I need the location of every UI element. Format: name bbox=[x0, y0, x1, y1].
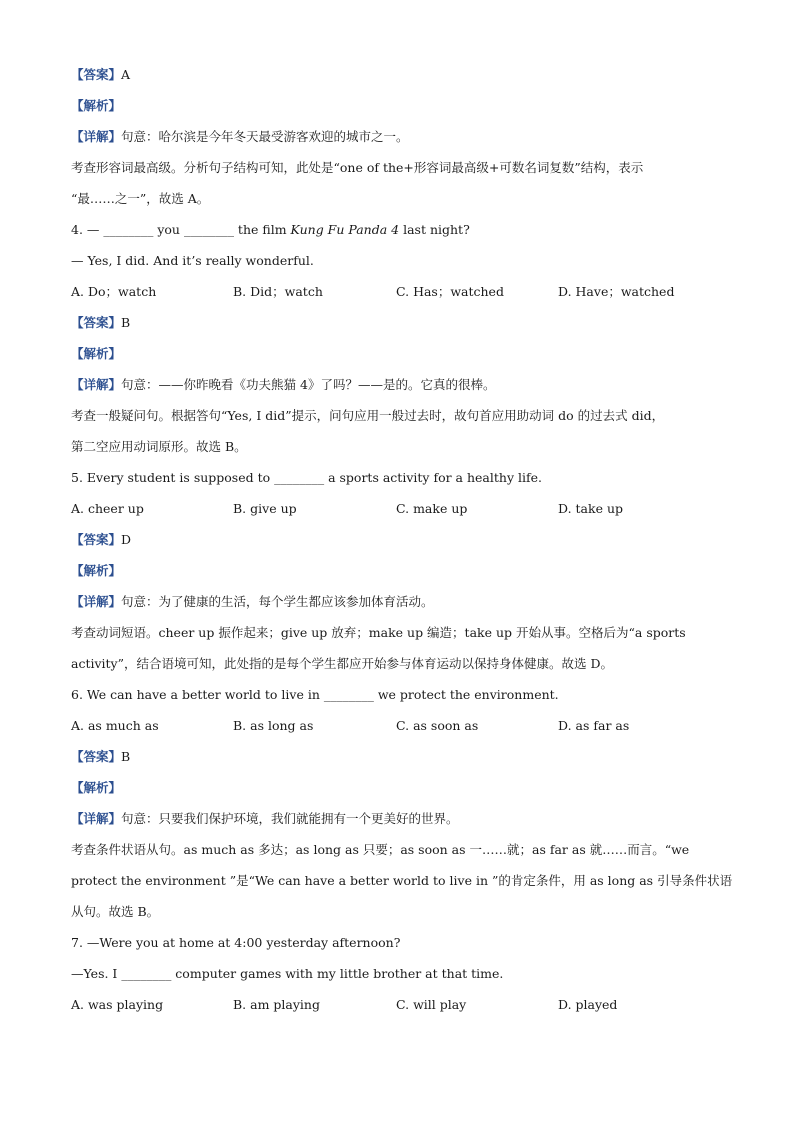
q6-option-a: A. as much as bbox=[71, 718, 159, 733]
q4-film-title: Kung Fu Panda 4 bbox=[290, 222, 400, 237]
q4-answer: B bbox=[121, 315, 131, 330]
answer-label: 【答案】 bbox=[71, 315, 122, 330]
q7-option-a: A. was playing bbox=[71, 997, 164, 1012]
q6-option-c: C. as soon as bbox=[396, 718, 479, 733]
q6-answer-line bbox=[71, 744, 721, 775]
q6-detail-line bbox=[71, 806, 721, 837]
q4-reply: — Yes, I did. And it’s really wonderful. bbox=[71, 253, 314, 268]
q4-option-d: D. Have；watched bbox=[558, 284, 675, 299]
q3-analysis-line bbox=[71, 93, 721, 124]
q4-stem-post: last night? bbox=[399, 222, 470, 237]
q4-explain-1: 考查一般疑问句。根据答句“Yes, I did”提示，问句应用一般过去时，故句首应用助动词 do 的过去式 did， bbox=[71, 408, 665, 423]
q6-analysis-line bbox=[71, 775, 721, 806]
q4-explain-2: 第二空应用动词原形。故选 B。 bbox=[71, 439, 247, 454]
q5-analysis-line bbox=[71, 558, 721, 589]
q4-detail-line bbox=[71, 372, 721, 403]
q7-option-d: D. played bbox=[558, 997, 618, 1012]
q3-detail: 句意：哈尔滨是今年冬天最受游客欢迎的城市之一。 bbox=[121, 129, 409, 144]
q3-explain-2: “最……之一”，故选 A。 bbox=[71, 191, 210, 206]
analysis-label: 【解析】 bbox=[71, 346, 122, 361]
q6-answer: B bbox=[121, 749, 131, 764]
q3-answer-line bbox=[71, 62, 721, 93]
q4-option-b: B. Did；watch bbox=[233, 284, 323, 299]
q7-reply: —Yes. I ________ computer games with my little brother at that time. bbox=[71, 966, 504, 981]
q5-options bbox=[71, 496, 721, 527]
analysis-label: 【解析】 bbox=[71, 780, 122, 795]
q4-option-c: C. Has；watched bbox=[396, 284, 504, 299]
q5-option-a: A. cheer up bbox=[71, 501, 144, 516]
q5-detail-line bbox=[71, 589, 721, 620]
analysis-label: 【解析】 bbox=[71, 98, 122, 113]
detail-label: 【详解】 bbox=[71, 594, 122, 609]
analysis-label: 【解析】 bbox=[71, 563, 122, 578]
q6-stem: 6. We can have a better world to live in ________ we protect the environment. bbox=[71, 687, 559, 702]
q5-option-d: D. take up bbox=[558, 501, 623, 516]
q3-explain-1: 考查形容词最高级。分析句子结构可知，此处是“one of the+形容词最高级+可数名词复数”结构，表示 bbox=[71, 160, 644, 175]
q4-analysis-line bbox=[71, 341, 721, 372]
q5-explain-1: 考查动词短语。cheer up 振作起来；give up 放弃；make up 编造；take up 开始从事。空格后为“a sports bbox=[71, 625, 686, 640]
q7-option-c: C. will play bbox=[396, 997, 467, 1012]
q7-stem: 7. —Were you at home at 4:00 yesterday afternoon? bbox=[71, 935, 401, 950]
q4-stem bbox=[71, 217, 721, 248]
q6-explain-1: 考查条件状语从句。as much as 多达；as long as 只要；as soon as 一……就；as far as 就……而言。“we bbox=[71, 842, 690, 857]
q6-detail: 句意：只要我们保护环境，我们就能拥有一个更美好的世界。 bbox=[121, 811, 459, 826]
answer-label: 【答案】 bbox=[71, 749, 122, 764]
q4-detail: 句意：——你昨晚看《功夫熊猫 4》了吗？——是的。它真的很棒。 bbox=[121, 377, 496, 392]
q6-option-b: B. as long as bbox=[233, 718, 314, 733]
q7-options bbox=[71, 992, 721, 1023]
q6-option-d: D. as far as bbox=[558, 718, 630, 733]
q4-answer-line bbox=[71, 310, 721, 341]
q3-detail-line bbox=[71, 124, 721, 155]
q4-option-a: A. Do；watch bbox=[71, 284, 157, 299]
q4-stem-pre: 4. — ________ you ________ the film bbox=[71, 222, 291, 237]
q5-option-b: B. give up bbox=[233, 501, 297, 516]
answer-label: 【答案】 bbox=[71, 67, 122, 82]
q6-explain-3: 从句。故选 B。 bbox=[71, 904, 160, 919]
q7-option-b: B. am playing bbox=[233, 997, 320, 1012]
answer-label: 【答案】 bbox=[71, 532, 122, 547]
q5-explain-2: activity”，结合语境可知，此处指的是每个学生都应开始参与体育运动以保持身体健康。故选 D。 bbox=[71, 656, 614, 671]
q5-answer: D bbox=[121, 532, 132, 547]
q5-stem: 5. Every student is supposed to ________ a sports activity for a healthy life. bbox=[71, 470, 542, 485]
q4-options bbox=[71, 279, 721, 310]
q6-options bbox=[71, 713, 721, 744]
document-page bbox=[71, 62, 733, 1023]
detail-label: 【详解】 bbox=[71, 377, 122, 392]
q5-detail: 句意：为了健康的生活，每个学生都应该参加体育活动。 bbox=[121, 594, 434, 609]
q5-answer-line bbox=[71, 527, 721, 558]
detail-label: 【详解】 bbox=[71, 129, 122, 144]
q3-answer: A bbox=[121, 67, 131, 82]
q5-option-c: C. make up bbox=[396, 501, 468, 516]
detail-label: 【详解】 bbox=[71, 811, 122, 826]
q6-explain-2: protect the environment ”是“We can have a better world to live in ”的肯定条件，用 as long as 引导条件状语 bbox=[71, 873, 733, 888]
